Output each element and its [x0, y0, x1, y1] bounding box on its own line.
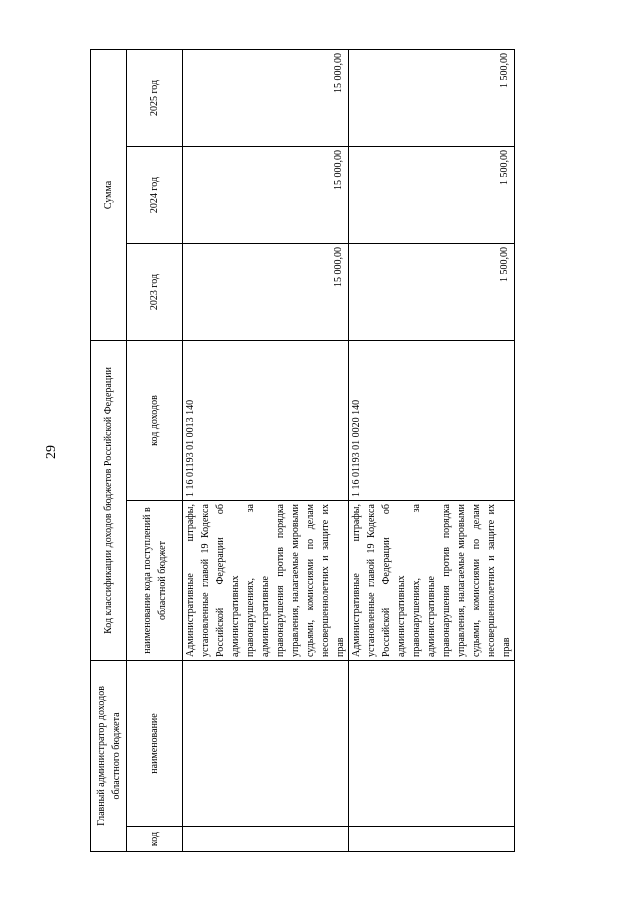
header-income-name: наименование кода поступлений в областной бюджет: [127, 501, 183, 661]
header-administrator-code: код: [127, 827, 183, 852]
page-number: 29: [44, 445, 59, 459]
table-row: [183, 49, 349, 851]
rotated-table-container: [90, 50, 512, 852]
header-classification-group: Код классификации доходов бюджетов Российской Федерации: [91, 340, 127, 660]
budget-income-table: [90, 49, 515, 852]
row-admin-name: [349, 661, 515, 827]
row-admin-code: [349, 827, 515, 852]
header-year-2023: 2023 год: [127, 243, 183, 340]
row-amount-2024: 15 000,00: [183, 146, 349, 243]
row-amount-2025: 1 500,00: [349, 49, 515, 146]
row-amount-2025: 15 000,00: [183, 49, 349, 146]
row-income-description: Административные штрафы, установленные главой 19 Кодекса Российской Федерации об административных правонарушениях, за административные правонарушения против порядка управления, налагаемые мировыми судьями, комиссиями по делам несовершеннолетних и защите их прав: [349, 501, 515, 661]
row-income-description: Административные штрафы, установленные главой 19 Кодекса Российской Федерации об административных правонарушениях, за административные правонарушения против порядка управления, налагаемые мировыми судьями, комиссиями по делам несовершеннолетних и защите их прав: [183, 501, 349, 661]
header-income-code: код доходов: [127, 340, 183, 500]
row-admin-code: [183, 827, 349, 852]
header-administrator-name: наименование: [127, 661, 183, 827]
row-amount-2023: 1 500,00: [349, 243, 515, 340]
row-amount-2023: 15 000,00: [183, 243, 349, 340]
row-income-code: 1 16 01193 01 0013 140: [183, 340, 349, 500]
row-amount-2024: 1 500,00: [349, 146, 515, 243]
table-row: [349, 49, 515, 851]
header-year-2024: 2024 год: [127, 146, 183, 243]
header-year-2025: 2025 год: [127, 49, 183, 146]
row-admin-name: [183, 661, 349, 827]
row-income-code: 1 16 01193 01 0020 140: [349, 340, 515, 500]
header-sum-group: Сумма: [91, 49, 127, 340]
header-administrator-group: Главный администратор доходов областного бюджета: [91, 661, 127, 852]
